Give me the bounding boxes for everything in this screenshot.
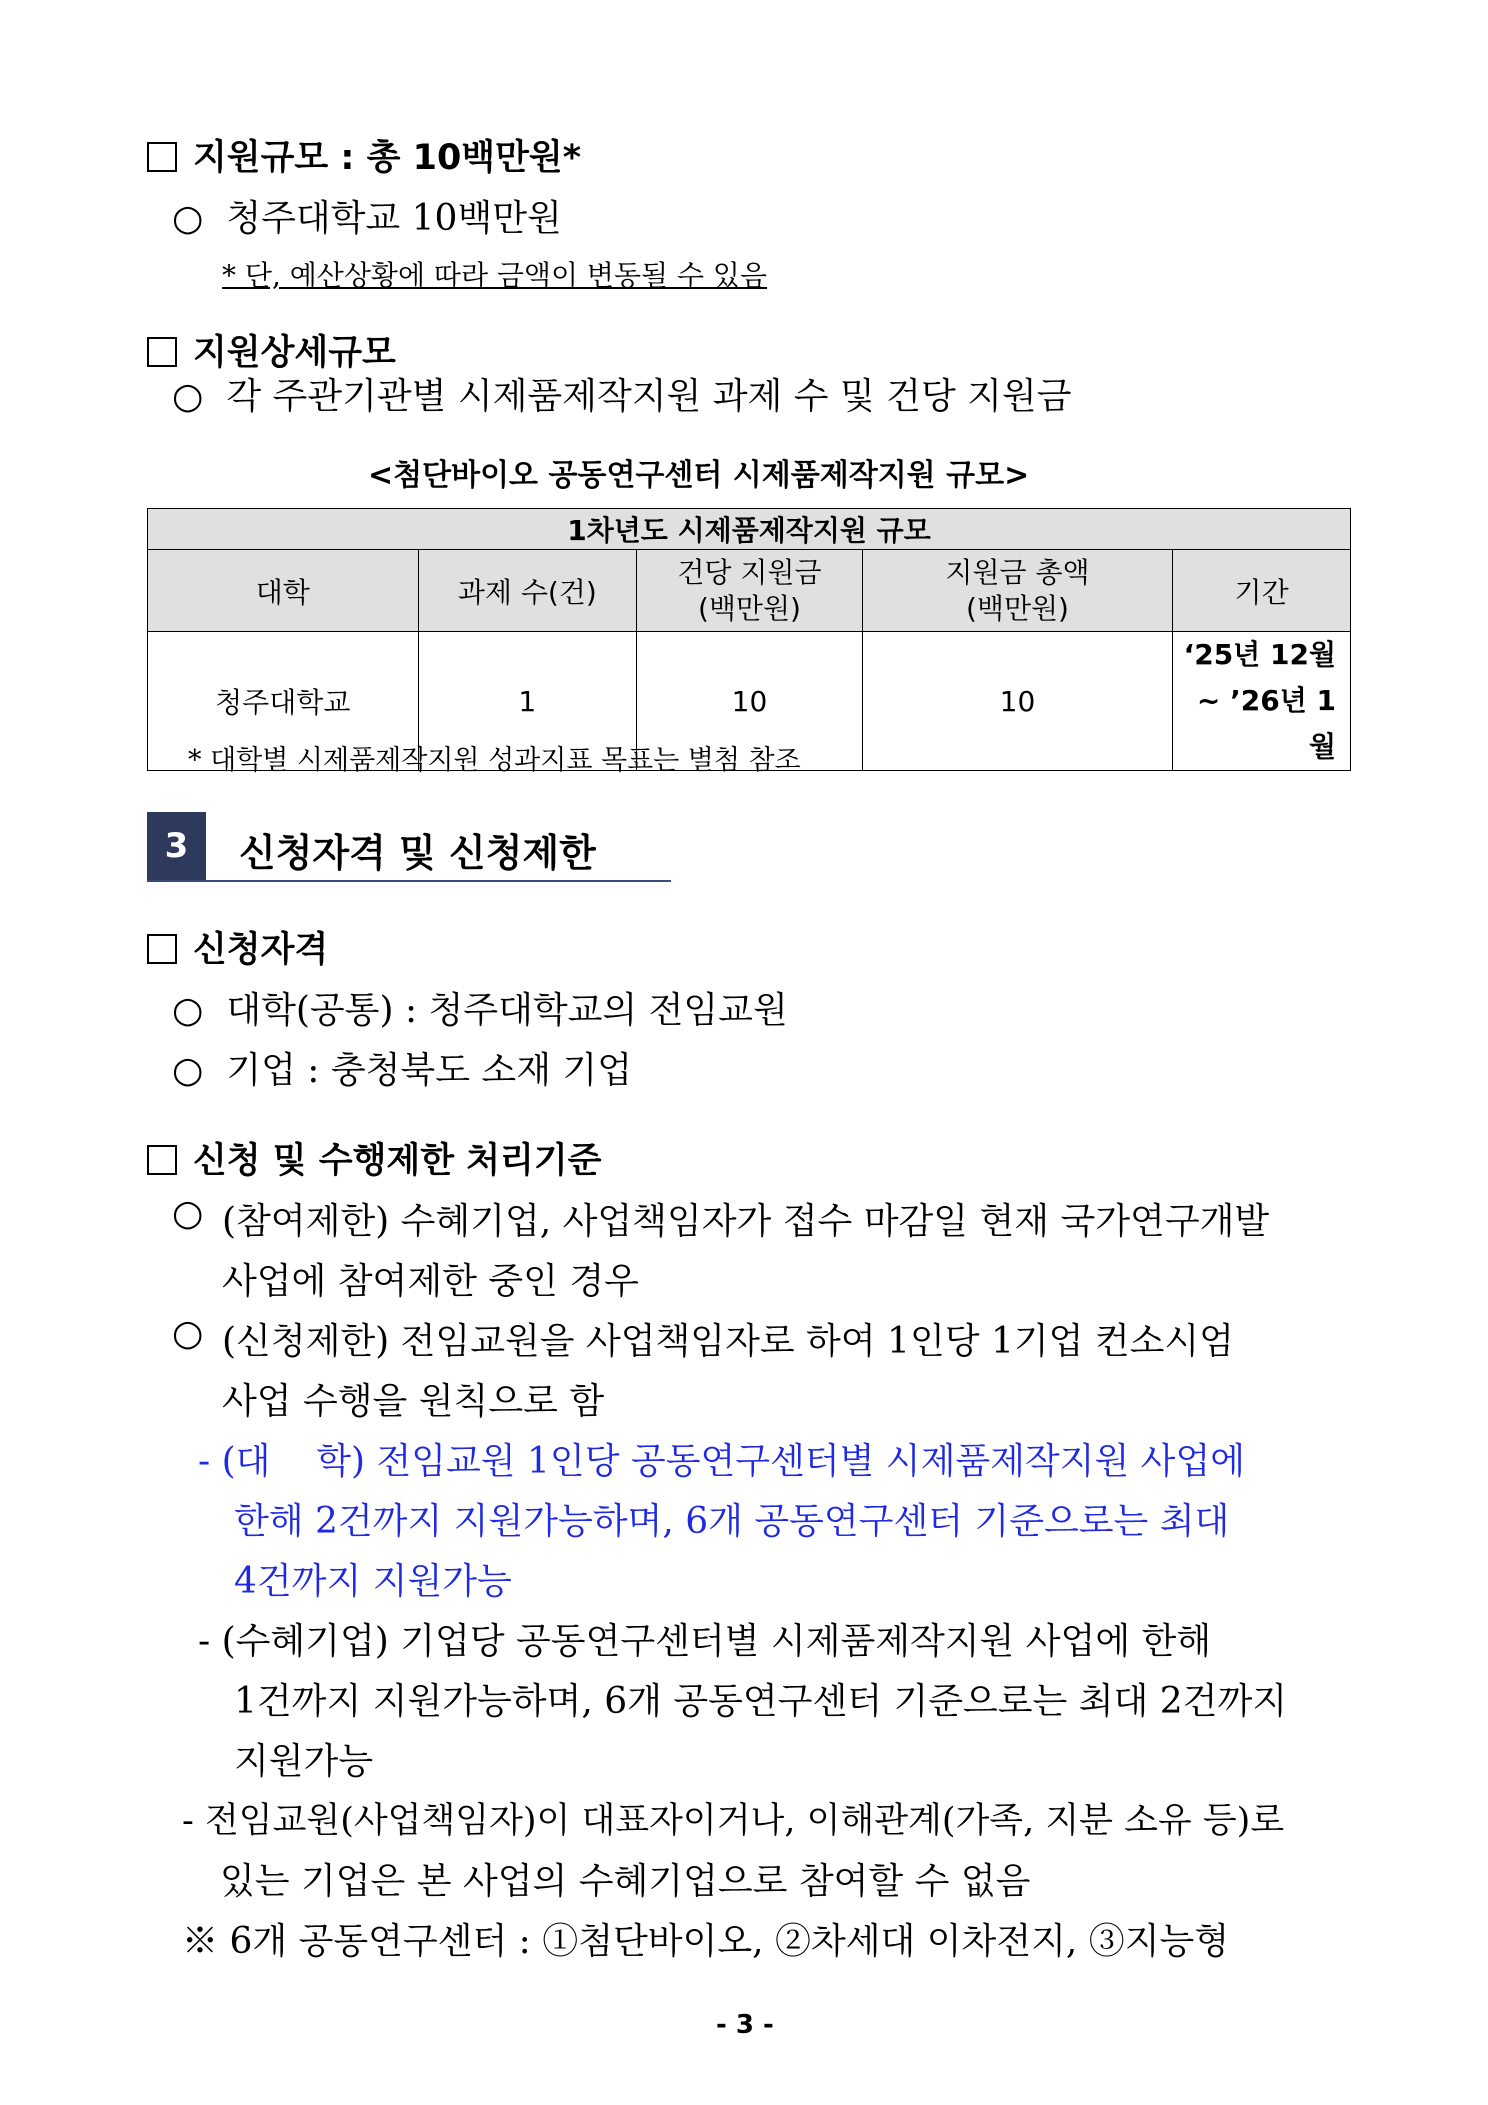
checkbox-square-icon bbox=[147, 1145, 177, 1175]
reference-note: ※ 6개 공동연구센터 : ①첨단바이오, ②차세대 이차전지, ③지능형 bbox=[182, 1921, 1230, 1962]
header-per-grant: 건당 지원금 (백만원) bbox=[637, 550, 863, 632]
bullet-circle-icon: ○ bbox=[172, 376, 204, 417]
support-scale-item: ○ 청주대학교 10백만원 bbox=[172, 198, 562, 239]
sub-item-company-line1: - (수혜기업) 기업당 공동연구센터별 시제품제작지원 사업에 한해 bbox=[198, 1621, 1212, 1662]
checkbox-square-icon bbox=[147, 142, 177, 172]
header-university: 대학 bbox=[148, 550, 419, 632]
budget-note: * 단, 예산상황에 따라 금액이 변동될 수 있음 bbox=[222, 259, 768, 292]
restriction-item-2-line1: (신청제한) 전임교원을 사업책임자로 하여 1인당 1기업 컨소시엄 bbox=[222, 1321, 1234, 1362]
restriction-item-1-line2: 사업에 참여제한 중인 경우 bbox=[222, 1261, 639, 1302]
sub-item-company-line3: 지원가능 bbox=[234, 1741, 374, 1782]
header-period: 기간 bbox=[1173, 550, 1351, 632]
bullet-circle-icon: ○ bbox=[172, 1193, 204, 1234]
bullet-circle-icon: ○ bbox=[172, 198, 204, 239]
section-title: 신청자격 및 신청제한 bbox=[239, 831, 596, 875]
cell-count: 1 bbox=[418, 632, 637, 771]
table-footnote: * 대학별 시제품제작지원 성과지표 목표는 별첨 참조 bbox=[188, 745, 801, 776]
table-title: 1차년도 시제품제작지원 규모 bbox=[148, 509, 1351, 550]
support-detail-item: ○ 각 주관기관별 시제품제작지원 과제 수 및 건당 지원금 bbox=[172, 376, 1072, 417]
sub-item-conflict-line1: - 전임교원(사업책임자)이 대표자이거나, 이해관계(가족, 지분 소유 등)로 bbox=[182, 1801, 1285, 1841]
support-table bbox=[147, 508, 1347, 771]
sub-item-university-line2: 한해 2건까지 지원가능하며, 6개 공동연구센터 기준으로는 최대 bbox=[234, 1501, 1230, 1542]
eligibility-item: ○ 기업 : 충청북도 소재 기업 bbox=[172, 1050, 632, 1091]
bullet-circle-icon: ○ bbox=[172, 1050, 204, 1091]
sub-item-university-line3: 4건까지 지원가능 bbox=[234, 1561, 512, 1602]
cell-total: 10 bbox=[862, 632, 1172, 771]
restrictions-heading: 신청 및 수행제한 처리기준 bbox=[147, 1133, 601, 1183]
page-number: - 3 - bbox=[716, 2010, 774, 2040]
support-scale-heading: 지원규모 : 총 10백만원* bbox=[147, 130, 581, 180]
header-total: 지원금 총액 (백만원) bbox=[862, 550, 1172, 632]
cell-period: ‘25년 12월 ~ ’26년 1월 bbox=[1173, 632, 1351, 771]
sub-item-conflict-line2: 있는 기업은 본 사업의 수혜기업으로 참여할 수 없음 bbox=[220, 1861, 1031, 1902]
header-count: 과제 수(건) bbox=[418, 550, 637, 632]
section-header bbox=[147, 812, 671, 882]
checkbox-square-icon bbox=[147, 934, 177, 964]
cell-per-grant: 10 bbox=[637, 632, 863, 771]
eligibility-heading: 신청자격 bbox=[147, 922, 328, 972]
section-number: 3 bbox=[147, 812, 206, 880]
bullet-circle-icon: ○ bbox=[172, 990, 204, 1031]
sub-item-university-line1: - (대 학) 전임교원 1인당 공동연구센터별 시제품제작지원 사업에 bbox=[198, 1441, 1245, 1482]
table-caption: <첨단바이오 공동연구센터 시제품제작지원 규모> bbox=[368, 458, 1030, 493]
eligibility-item: ○ 대학(공통) : 청주대학교의 전임교원 bbox=[172, 990, 788, 1031]
cell-university: 청주대학교 bbox=[148, 632, 419, 771]
sub-item-company-line2: 1건까지 지원가능하며, 6개 공동연구센터 기준으로는 최대 2건까지 bbox=[234, 1681, 1287, 1722]
restriction-item-2-line2: 사업 수행을 원칙으로 함 bbox=[222, 1381, 605, 1422]
bullet-circle-icon: ○ bbox=[172, 1313, 204, 1354]
support-detail-heading: 지원상세규모 bbox=[147, 325, 396, 375]
restriction-item-1-line1: (참여제한) 수혜기업, 사업책임자가 접수 마감일 현재 국가연구개발 bbox=[222, 1201, 1270, 1242]
checkbox-square-icon bbox=[147, 337, 177, 367]
